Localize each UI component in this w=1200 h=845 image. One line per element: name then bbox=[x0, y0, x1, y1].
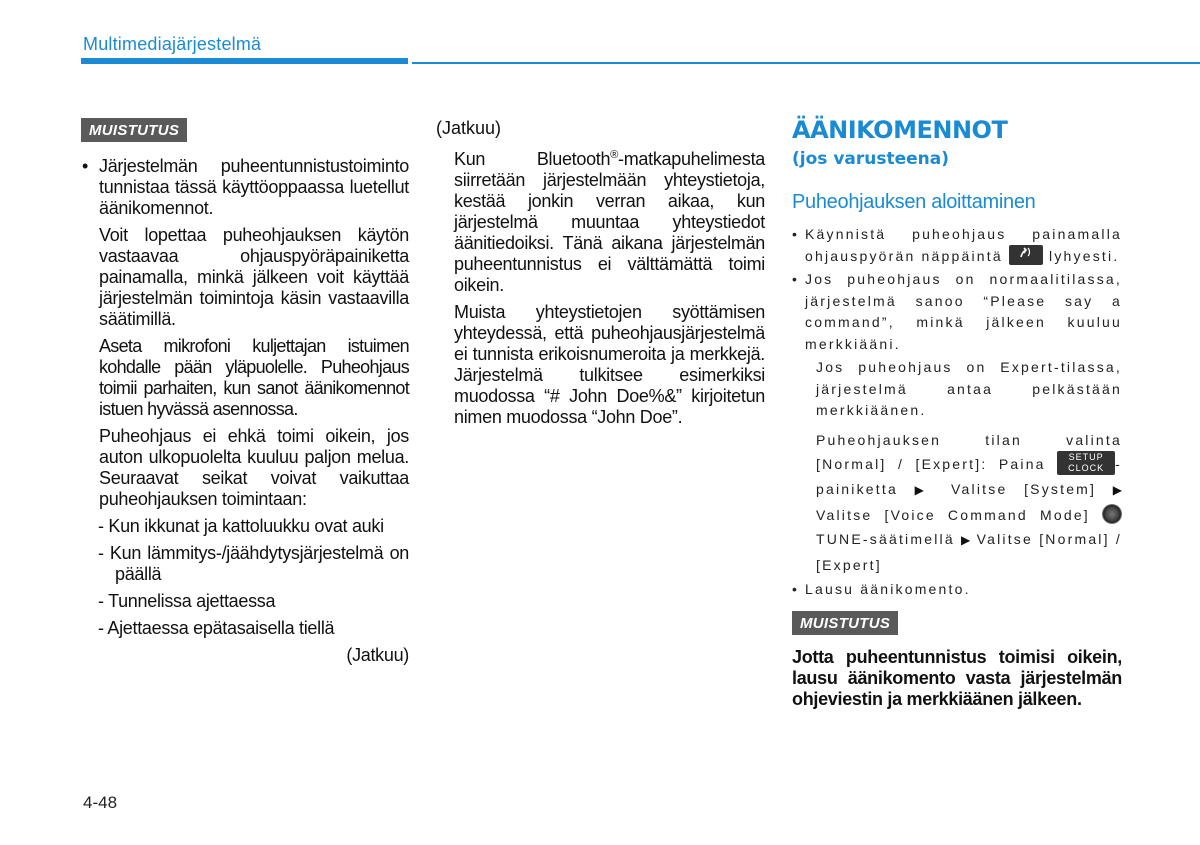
voice-command-icon bbox=[1009, 245, 1043, 265]
clock-label: CLOCK bbox=[1068, 463, 1105, 474]
page-heading: ÄÄNIKOMENNOT bbox=[792, 116, 1008, 144]
header-rule-thin bbox=[412, 62, 1200, 64]
mode-selection-choice: Valitse [Normal] / [Expert] bbox=[816, 531, 1122, 573]
note-badge: MUISTUTUS bbox=[792, 611, 898, 635]
paragraph-intro: • Järjestelmän puheentunnistustoiminto tunnistaa tässä käyttöoppaassa luetellut äänikomennot. bbox=[81, 156, 409, 219]
step-say-command: • Lausu äänikomento. bbox=[792, 579, 1122, 601]
step-expert-mode: Jos puheohjaus on Expert-tilassa, järjestelmä antaa pelkästään merkkiäänen. bbox=[816, 359, 1122, 418]
continued-label: (Jatkuu) bbox=[346, 645, 409, 665]
note-block bbox=[792, 611, 1122, 710]
continued-label: (Jatkuu) bbox=[436, 118, 502, 138]
paragraph-bluetooth-rest: -matkapuhelimesta siirretään järjestelmään yhteystietoja, kestää jonkin verran aikaa, kun järjestelmä muuntaa yhteystiedot äänitiedoiksi. Tänä aikana järjestelmän puheentunnistus ei välttämättä toimi oikein. bbox=[454, 149, 765, 295]
header-rule-thick bbox=[81, 58, 408, 64]
triangle-right-icon: ▶ bbox=[1112, 483, 1123, 498]
step-normal-mode: • Jos puheohjaus on normaalitilassa, järjestelmä sanoo “Please say a command”, minkä jälkeen kuuluu merkkiääni. bbox=[792, 269, 1122, 355]
column-left bbox=[81, 118, 409, 666]
mode-selection-text: Puheohjauksen tilan valinta [Normal] / [Expert]: Paina bbox=[816, 431, 1122, 472]
list-item: - Kun ikkunat ja kattoluukku ovat auki bbox=[98, 516, 384, 536]
step-start-voice-text: Käynnistä puheohjaus painamalla ohjauspyörän näppäintä bbox=[805, 226, 1122, 264]
step-start-voice-end: lyhyesti. bbox=[1049, 247, 1120, 264]
column-middle bbox=[436, 118, 765, 428]
list-item: - Tunnelissa ajettaessa bbox=[98, 591, 276, 611]
mode-selection-system: Valitse [System] bbox=[951, 481, 1097, 498]
paragraph-bluetooth-start: Kun Bluetooth bbox=[454, 149, 611, 169]
paragraph-microphone: Aseta mikrofoni kuljettajan istuimen kohdalle pään yläpuolelle. Puheohjaus toimii parhaiten, kun sanot äänikomennot istuen hyvässä asennossa. bbox=[99, 336, 409, 419]
step-mode-selection bbox=[792, 428, 1122, 578]
section-heading: Puheohjauksen aloittaminen bbox=[792, 191, 1036, 213]
paragraph-special-characters: Muista yhteystietojen syöttämisen yhteydessä, että puheohjausjärjestelmä ei tunnista erikoisnumeroita ja merkkejä. Järjestelmä tulkitsee esimerkiksi muodossa “# John Doe%&” kirjoitetun nimen muodossa “John Doe”. bbox=[454, 302, 765, 427]
paragraph-noise: Puheohjaus ei ehkä toimi oikein, jos auton ulkopuolelta kuuluu paljon melua. Seuraavat seikat voivat vaikuttaa puheohjauksen toimintaan: bbox=[99, 426, 409, 509]
tune-knob-icon bbox=[1102, 504, 1122, 524]
paragraph-stop-voice: Voit lopettaa puheohjauksen käytön vastaavaa ohjauspyöräpainiketta painamalla, minkä jälkeen voit käyttää järjestelmän toimintoja käsin vastaavilla säätimillä. bbox=[99, 225, 409, 329]
list-item: - Ajettaessa epätasaisella tiellä bbox=[98, 618, 335, 638]
triangle-right-icon: ▶ bbox=[914, 483, 935, 498]
list-item: - Kun lämmitys-/jäähdytysjärjestelmä on päällä bbox=[98, 543, 409, 584]
mode-selection-tune: TUNE-säätimellä bbox=[816, 531, 955, 548]
setup-clock-button-icon bbox=[1057, 451, 1115, 475]
mode-selection-voice: Valitse [Voice Command Mode] bbox=[816, 506, 1090, 523]
note-text: Jotta puheentunnistus toimisi oikein, lausu äänikomento vasta järjestelmän ohjeviestin ja merkkiäänen jälkeen. bbox=[792, 646, 1122, 709]
registered-mark: ® bbox=[610, 149, 619, 161]
mode-selection-button: -painiketta bbox=[816, 456, 1122, 498]
section-title: Multimediajärjestelmä bbox=[83, 34, 262, 54]
page-number: 4-48 bbox=[83, 793, 118, 812]
note-badge: MUISTUTUS bbox=[81, 118, 187, 142]
page-subheading: (jos varusteena) bbox=[792, 149, 950, 169]
setup-label: SETUP bbox=[1068, 452, 1104, 463]
paragraph-bluetooth bbox=[436, 145, 765, 296]
step-start-voice bbox=[792, 224, 1122, 267]
triangle-right-icon: ▶ bbox=[961, 533, 971, 548]
column-right bbox=[792, 116, 1122, 710]
